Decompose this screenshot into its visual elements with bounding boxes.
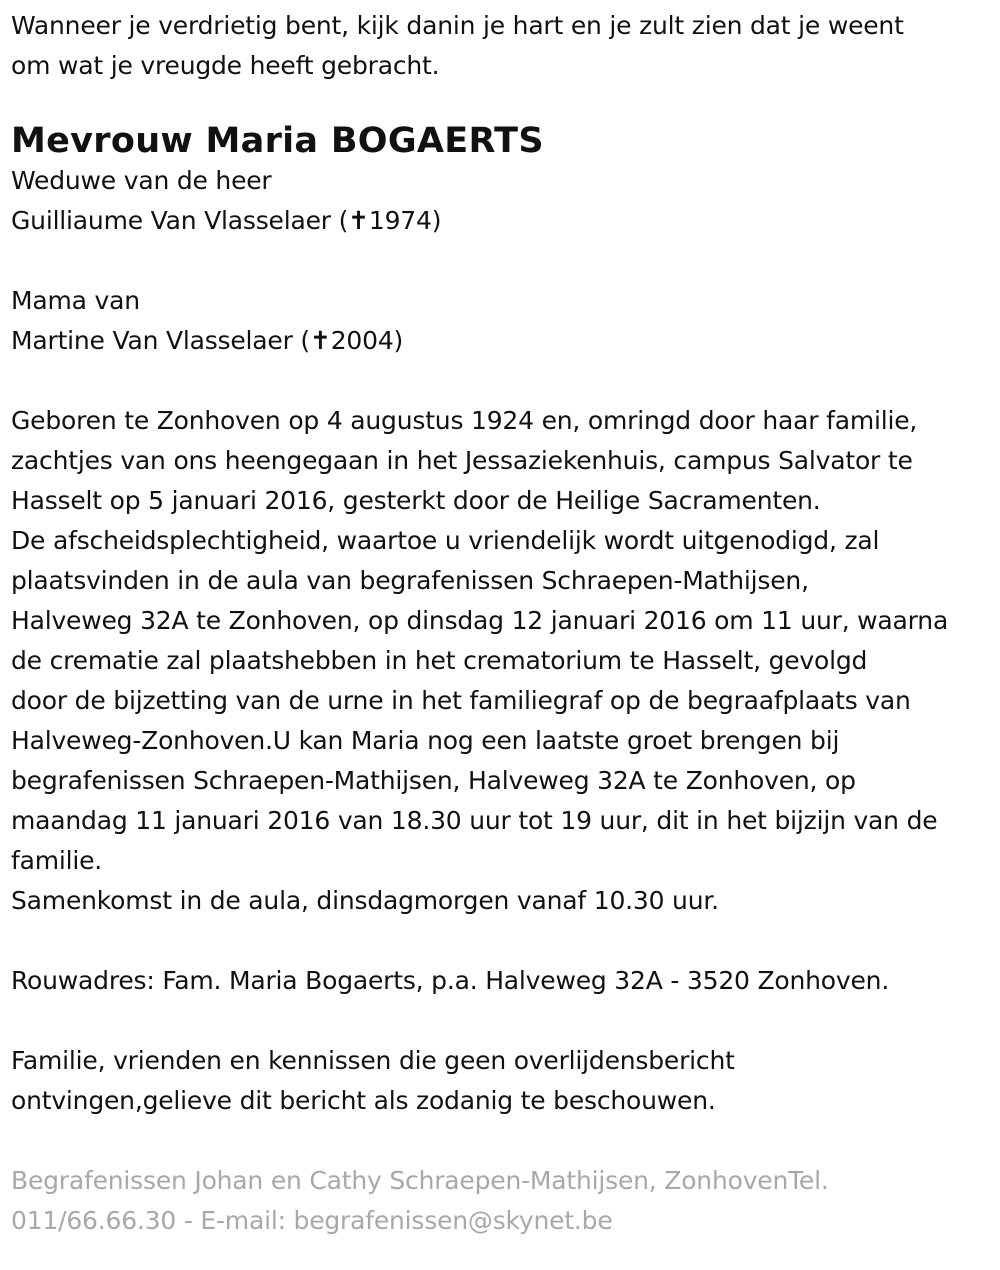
funeral-home-footer: [11, 1161, 993, 1241]
body-line: begrafenissen Schraepen-Mathijsen, Halveweg 32A te Zonhoven, op: [11, 766, 856, 795]
notice-line-2: ontvingen,gelieve dit bericht als zodanig te beschouwen.: [11, 1086, 716, 1115]
mother-line-2: Martine Van Vlasselaer (✝2004): [11, 326, 404, 355]
body-line: Halveweg 32A te Zonhoven, op dinsdag 12 januari 2016 om 11 uur, waarna: [11, 606, 949, 635]
body-line: De afscheidsplechtigheid, waartoe u vriendelijk wordt uitgenodigd, zal: [11, 526, 880, 555]
body-line: maandag 11 januari 2016 van 18.30 uur tot 19 uur, dit in het bijzijn van de: [11, 806, 938, 835]
mourning-address: Rouwadres: Fam. Maria Bogaerts, p.a. Halveweg 32A - 3520 Zonhoven.: [11, 966, 890, 995]
intro-quote: [11, 6, 993, 86]
widow-line-2: Guilliaume Van Vlasselaer (✝1974): [11, 206, 442, 235]
widow-line-1: Weduwe van de heer: [11, 166, 272, 195]
body-line: Hasselt op 5 januari 2016, gesterkt door de Heilige Sacramenten.: [11, 486, 821, 515]
widow-section: [11, 161, 993, 241]
footer-line-2: 011/66.66.30 - E-mail: begrafenissen@skynet.be: [11, 1206, 613, 1235]
mother-line-1: Mama van: [11, 286, 140, 315]
spacer: [11, 361, 993, 401]
notice-section: [11, 1041, 993, 1121]
deceased-name: Mevrouw Maria BOGAERTS: [11, 121, 544, 161]
spacer: [11, 921, 993, 961]
spacer: [11, 241, 993, 281]
body-line: familie.: [11, 846, 103, 875]
body-section: [11, 401, 993, 921]
body-line: de crematie zal plaatshebben in het crematorium te Hasselt, gevolgd: [11, 646, 868, 675]
body-line: door de bijzetting van de urne in het familiegraf op de begraafplaats van: [11, 686, 911, 715]
body-line: Halveweg-Zonhoven.U kan Maria nog een laatste groet brengen bij: [11, 726, 840, 755]
notice-line-1: Familie, vrienden en kennissen die geen overlijdensbericht: [11, 1046, 735, 1075]
obituary-notice: [11, 6, 993, 1241]
footer-line-1: Begrafenissen Johan en Cathy Schraepen-Mathijsen, ZonhovenTel.: [11, 1166, 829, 1195]
body-line: Samenkomst in de aula, dinsdagmorgen vanaf 10.30 uur.: [11, 886, 719, 915]
mother-section: [11, 281, 993, 361]
intro-line-1: Wanneer je verdrietig bent, kijk danin je hart en je zult zien dat je weent: [11, 11, 904, 40]
body-line: zachtjes van ons heengegaan in het Jessaziekenhuis, campus Salvator te: [11, 446, 913, 475]
spacer: [11, 1001, 993, 1041]
body-line: Geboren te Zonhoven op 4 augustus 1924 en, omringd door haar familie,: [11, 406, 918, 435]
intro-line-2: om wat je vreugde heeft gebracht.: [11, 51, 440, 80]
body-line: plaatsvinden in de aula van begrafenissen Schraepen-Mathijsen,: [11, 566, 809, 595]
